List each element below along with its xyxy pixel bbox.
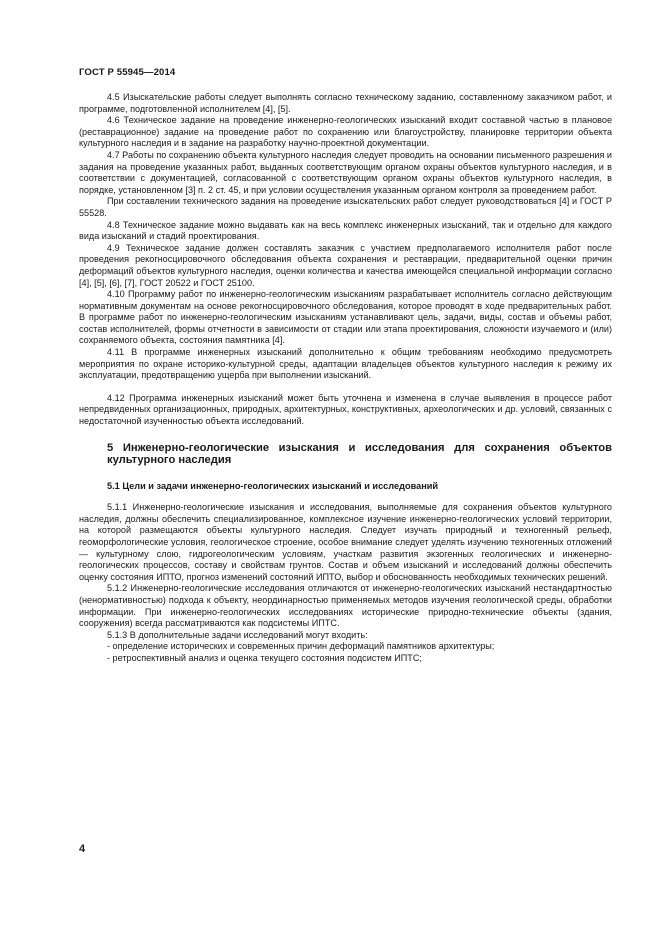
subsection-5-1-title: 5.1 Цели и задачи инженерно-геологических изысканий и исследований (107, 480, 439, 491)
paragraph-4-10: 4.10 Программу работ по инженерно-геологическим изысканиям разрабатывает исполнитель согласно действующим нормативным документам на основе рекогносцировочного обследования, которое проводят в ходе предварительных работ. В программе работ по инженерно-геологическим изысканиям устанавливают цель, задачи, виды, состав и объемы работ, состав исполнителей, формы отчетности в зависимости от стадии или этапа проектирования, сложности изучаемого и (или) сохраняемого объекта, состояния памятника [4]. (79, 289, 612, 346)
section-5-title: 5 Инженерно-геологические изыскания и исследования для сохранения объектов культурного наследия (107, 441, 612, 467)
paragraph-5-1-3: 5.1.3 В дополнительные задачи исследований могут входить: (107, 629, 368, 640)
paragraph-4-12: 4.12 Программа инженерных изысканий может быть уточнена и изменена в случае выявления в процессе работ непредвиденных организационных, природных, архитектурных, конструктивных, археологических и др. условий, связанных с недостаточной изученностью объекта исследований. (79, 392, 612, 427)
paragraph-4-8: 4.8 Техническое задание можно выдавать как на весь комплекс инженерных изысканий, так и отдельно для каждого вида изысканий и стадий проектирования. (79, 219, 612, 242)
paragraph-4-11: 4.11 В программе инженерных изысканий дополнительно к общим требованиям необходимо предусмотреть мероприятия по охране историко-культурной среды, адаптации владельцев объектов культурного наследия к режиму их эксплуатации, предотвращению ущерба при выполнении изысканий. (79, 347, 612, 381)
paragraph-4-9: 4.9 Техническое задание должен составлять заказчик с участием предполагаемого исполнителя работ после проведения рекогносцировочного обследования объекта сохранения и реставрации, предварительной оценки причин деформаций объектов культурного наследия, оценки количества и качества имеющейся специальной информации согласно [4], [5], [6], [7], ГОСТ 20522 и ГОСТ 25100. (79, 242, 612, 288)
paragraph-5-1-2: 5.1.2 Инженерно-геологические исследования отличаются от инженерно-геологических изысканий нестандартностью (ненормативностью) подхода к объекту, неординарностью применяемых методов изучения геологической среды, обработки информации. При инженерно-геологических исследованиях исторические природно-технические объекты (здания, сооружения) всегда рассматриваются как подсистемы ИПТС. (79, 583, 612, 629)
paragraph-gap (79, 382, 612, 393)
document-body (79, 92, 612, 665)
page-number: 4 (79, 843, 86, 855)
paragraph-4-7-continued: При составлении технического задания на проведение изыскательских работ следует руководствоваться [4] и ГОСТ Р 55528. (79, 196, 612, 218)
document-header: ГОСТ Р 55945—2014 (79, 67, 176, 78)
paragraph-4-5: 4.5 Изыскательские работы следует выполнять согласно техническому заданию, составленному заказчиком работ, и программе, подготовленной исполнителем [4], [5]. (79, 92, 612, 114)
paragraph-4-6: 4.6 Техническое задание на проведение инженерно-геологических изысканий входит составной частью в плановое (реставрационное) задание на проведение работ по сохранению или благоустройству, планировке территории объекта культурного наследия и в задание на разработку научно-проектной документации. (79, 115, 612, 149)
list-item: - определение исторических и современных причин деформаций памятников архитектуры; (107, 641, 495, 652)
paragraph-4-7: 4.7 Работы по сохранению объекта культурного наследия следует проводить на основании письменного разрешения и задания на проведение указанных работ, выданных соответствующим органом охраны объектов культурного наследия, и в соответствии с документацией, согласованной с соответствующим органом охраны объектов культурного наследия, в порядке, установленном [3] п. 2 ст. 45, и при условии осуществления указанным органом контроля за проведением работ. (79, 149, 612, 195)
paragraph-5-1-1: 5.1.1 Инженерно-геологические изыскания и исследования, выполняемые для сохранения объектов культурного наследия, должны обеспечить специализированное, комплексное изучение инженерно-геологических условий территории, на которой размещаются объекты культурного наследия. Следует изучать природный и техногенный рельеф, геоморфологические условия, геологическое строение, особое внимание следует уделять изучению техногенных отложений — культурному слою, гидрогеологическим условиям, участкам развития экзогенных геологических и инженерно-геологических процессов, составу и свойствам грунтов. Состав и объем изысканий и исследований должны обеспечить оценку состояния ИПТО, прогноз изменений состояний ИПТО, выбор и обоснованность необходимых технических решений. (79, 502, 612, 582)
list-item: - ретроспективный анализ и оценка текущего состояния подсистем ИПТС; (107, 652, 422, 663)
